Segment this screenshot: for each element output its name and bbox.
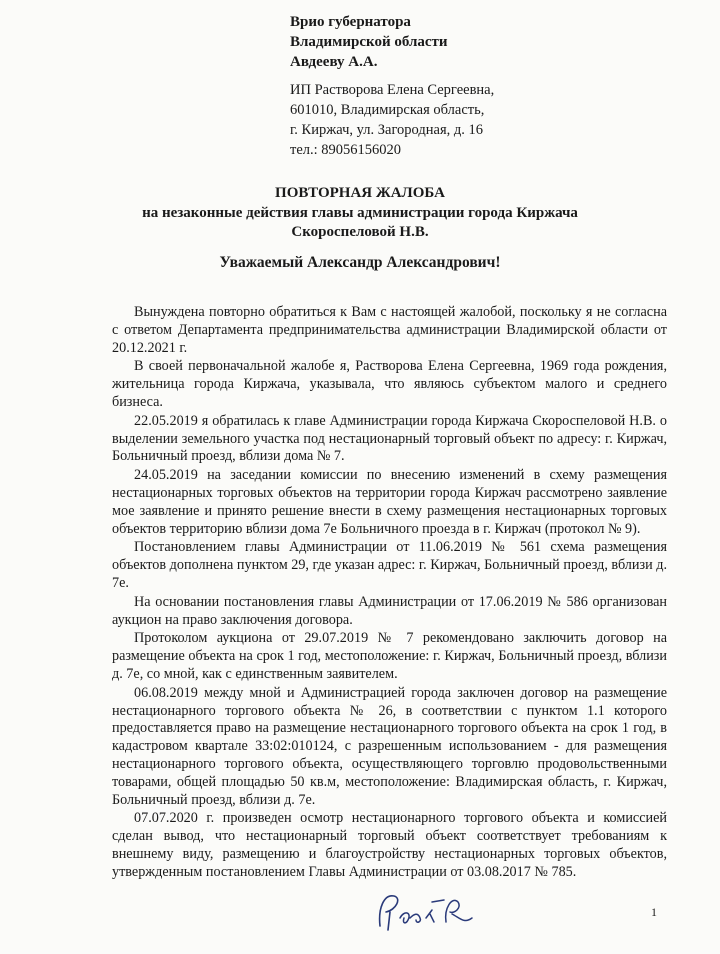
body-paragraph: 06.08.2019 между мной и Администрацией города заключен договор на размещение нестационарного торгового объекта № 26, в соответствии с пунктом 1.1 которого предоставляется право на размещение нестационарного торгового объекта на срок 1 год, в кадастровом квартале 33:02:010124, с разрешенным использованием - для размещения нестационарного торгового объекта, осуществляющего торговлю продовольственными товарами, общей площадью 50 кв.м, местоположение: Владимирская область, г. Киржач, Больничный проезд, вблизи д. 7е. bbox=[112, 684, 667, 808]
addressee-line: Владимирской области bbox=[290, 34, 448, 50]
addressee-line: Авдееву А.А. bbox=[290, 54, 378, 70]
complaint-body bbox=[112, 304, 667, 883]
sender-phone: тел.: 89056156020 bbox=[290, 142, 402, 158]
body-paragraph: Постановлением главы Администрации от 11.06.2019 № 561 схема размещения объектов дополнена пунктом 29, где указан адрес: г. Киржач, Больничный проезд, вблизи д. 7е. bbox=[112, 539, 667, 591]
page-number: 1 bbox=[651, 905, 657, 919]
body-paragraph: В своей первоначальной жалобе я, Растворова Елена Сергеевна, 1969 года рождения, жительница города Киржача, указывала, что являюсь субъектом малого и среднего бизнеса. bbox=[112, 358, 667, 410]
addressee-block bbox=[290, 12, 448, 72]
body-paragraph: Протоколом аукциона от 29.07.2019 № 7 рекомендовано заключить договор на размещение объекта на срок 1 год, местоположение: г. Киржач, Больничный проезд, вблизи д. 7е, со мной, как с единственным заявителем. bbox=[112, 630, 667, 682]
body-paragraph: На основании постановления главы Администрации от 17.06.2019 № 586 организован аукцион на право заключения договора. bbox=[112, 593, 667, 628]
addressee-line: Врио губернатора bbox=[290, 14, 411, 30]
sender-block bbox=[290, 80, 494, 160]
title-line: Скороспеловой Н.В. bbox=[291, 224, 429, 240]
body-paragraph: 24.05.2019 на заседании комиссии по внесению изменений в схему размещения нестационарных торговых объектов на территории города Киржач рассмотрено заявление мое заявление и принято решение внести в схему размещения нестационарных торговых объектов территорию вблизи дома 7е Больничного проезда в г. Киржач (протокол № 9). bbox=[112, 467, 667, 537]
handwritten-signature bbox=[372, 888, 482, 938]
body-paragraph: 22.05.2019 я обратилась к главе Администрации города Киржача Скороспеловой Н.В. о выделении земельного участка под нестационарный торговый объект по адресу: г. Киржач, Больничный проезд, вблизи дома № 7. bbox=[112, 412, 667, 465]
salutation: Уважаемый Александр Александрович! bbox=[219, 254, 501, 271]
title-line: на незаконные действия главы администрации города Киржача bbox=[142, 204, 578, 221]
document-title bbox=[0, 184, 720, 243]
sender-line: г. Киржач, ул. Загородная, д. 16 bbox=[290, 122, 483, 138]
sender-line: ИП Растворова Елена Сергеевна, bbox=[290, 82, 495, 98]
body-paragraph: 07.07.2020 г. произведен осмотр нестационарного торгового объекта и комиссией сделан вывод, что нестационарный торговый объект соответствует требованиям к внешнему виду, размещению и благоустройству нестационарных торговых объектов, утвержденным постановлением Главы Администрации от 03.08.2017 № 785. bbox=[112, 810, 667, 880]
title-line: ПОВТОРНАЯ ЖАЛОБА bbox=[275, 185, 445, 201]
body-paragraph: Вынуждена повторно обратиться к Вам с настоящей жалобой, поскольку я не согласна с ответом Департамента предпринимательства администрации Владимирской области от 20.12.2021 г. bbox=[112, 304, 667, 356]
sender-line: 601010, Владимирская область, bbox=[290, 102, 485, 118]
